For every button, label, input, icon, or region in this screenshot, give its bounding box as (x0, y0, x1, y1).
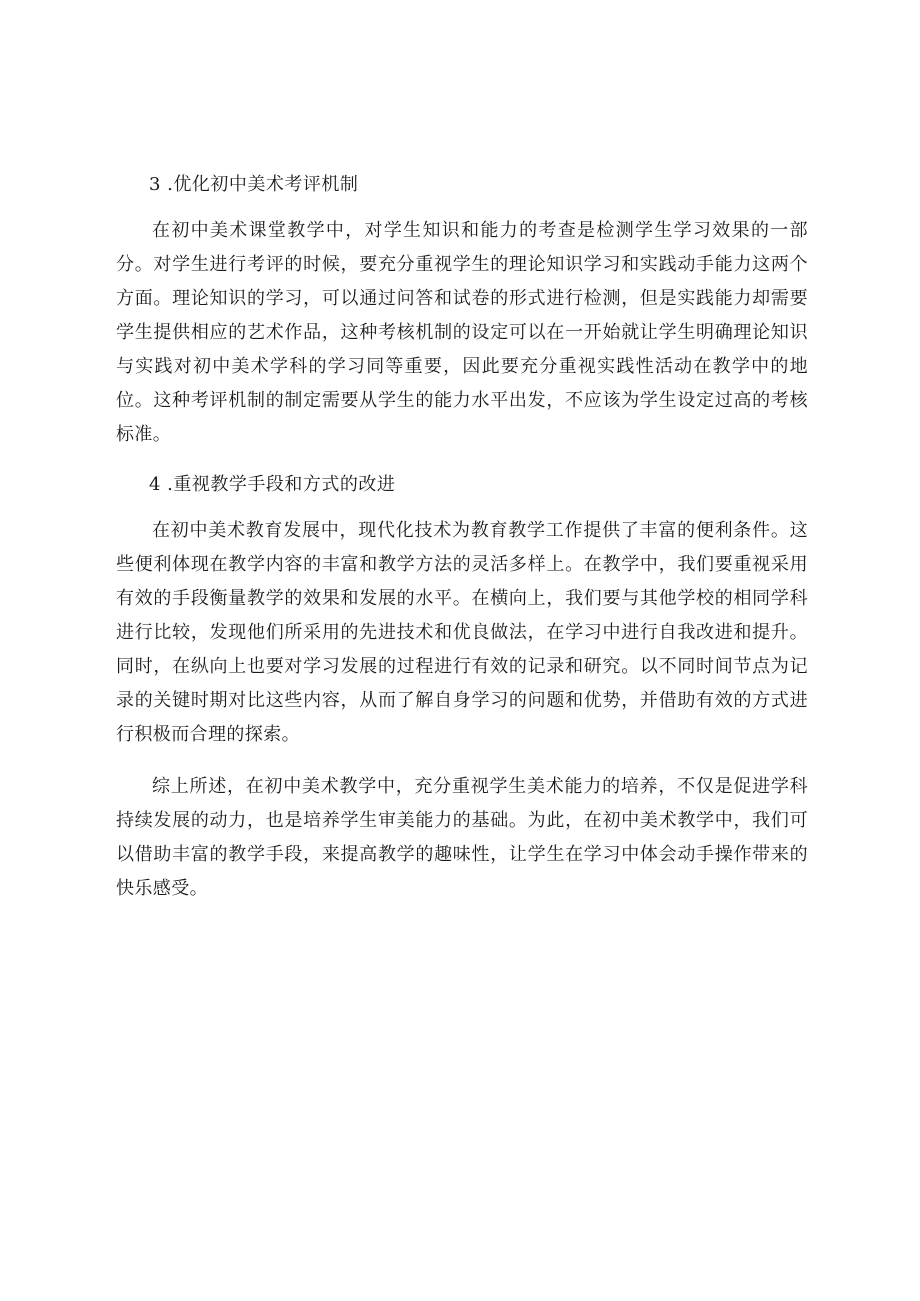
section-4-paragraph: 在初中美术教育发展中，现代化技术为教育教学工作提供了丰富的便利条件。这些便利体现在教学内容的丰富和教学方法的灵活多样上。在教学中，我们要重视采用有效的手段衡量教学的效果和发展的水平。在横向上，我们要与其他学校的相同学科进行比较，发现他们所采用的先进技术和优良做法，在学习中进行自我改进和提升。同时，在纵向上也要对学习发展的过程进行有效的记录和研究。以不同时间节点为记录的关键时期对比这些内容，从而了解自身学习的问题和优势，并借助有效的方式进行积极而合理的探索。 (116, 520, 808, 745)
document-body (116, 170, 808, 924)
section-3-heading: 3 .优化初中美术考评机制 (149, 174, 359, 195)
section-4-heading: 4 .重视教学手段和方式的改进 (149, 474, 396, 495)
section-3-paragraph: 在初中美术课堂教学中，对学生知识和能力的考查是检测学生学习效果的一部分。对学生进行考评的时候，要充分重视学生的理论知识学习和实践动手能力这两个方面。理论知识的学习，可以通过问答和试卷的形式进行检测，但是实践能力却需要学生提供相应的艺术作品，这种考核机制的设定可以在一开始就让学生明确理论知识与实践对初中美术学科的学习同等重要，因此要充分重视实践性活动在教学中的地位。这种考评机制的制定需要从学生的能力水平出发，不应该为学生设定过高的考核标准。 (116, 220, 808, 445)
conclusion-paragraph: 综上所述，在初中美术教学中，充分重视学生美术能力的培养，不仅是促进学科持续发展的动力，也是培养学生审美能力的基础。为此，在初中美术教学中，我们可以借助丰富的教学手段，来提高教学的趣味性，让学生在学习中体会动手操作带来的快乐感受。 (116, 776, 808, 899)
